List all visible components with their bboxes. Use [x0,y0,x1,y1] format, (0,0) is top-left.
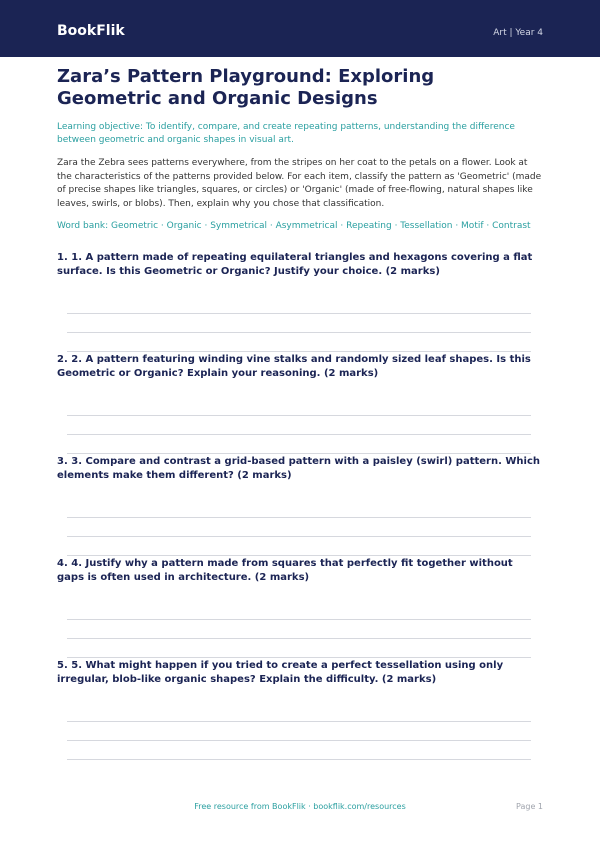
brand-logo: BookFlik [57,23,125,39]
answer-line[interactable] [67,434,531,435]
answer-line[interactable] [67,351,531,352]
worksheet-title: Zara’s Pattern Playground: Exploring Geometric and Organic Designs [57,66,435,109]
question-text: 4. 4. Justify why a pattern made from squares that perfectly fit together without gaps is often used in architecture. (2 marks) [57,558,513,583]
footer-link[interactable]: Free resource from BookFlik · bookflik.com/resources [194,802,406,811]
question-5 [57,659,543,687]
question-text: 3. 3. Compare and contrast a grid-based pattern with a paisley (swirl) pattern. Which elements make them different? (2 marks) [57,456,540,481]
question-text: 1. 1. A pattern made of repeating equilateral triangles and hexagons covering a flat surface. Is this Geometric or Organic? Justify your choice. (2 marks) [57,252,533,277]
page-number: Page 1 [516,802,543,811]
question-1 [57,251,543,279]
answer-line[interactable] [67,555,531,556]
header-bar [0,0,600,57]
question-2 [57,353,543,381]
answer-line[interactable] [67,638,531,639]
answer-line[interactable] [67,619,531,620]
question-text: 2. 2. A pattern featuring winding vine stalks and randomly sized leaf shapes. Is this Geometric or Organic? Explain your reasoning. (2 marks) [57,354,531,379]
answer-line[interactable] [67,740,531,741]
answer-line[interactable] [67,759,531,760]
answer-line[interactable] [67,721,531,722]
question-4 [57,557,543,585]
word-bank: Word bank: Geometric · Organic · Symmetrical · Asymmetrical · Repeating · Tessellation · Motif · Contrast [57,221,531,231]
subject-year-label: Art | Year 4 [493,28,543,38]
answer-line[interactable] [67,453,531,454]
answer-line[interactable] [67,536,531,537]
answer-line[interactable] [67,332,531,333]
intro-paragraph: Zara the Zebra sees patterns everywhere, from the stripes on her coat to the petals on a flower. Look at the characteristics of the patterns provided below. For each item, classify the pattern as 'Geometric' (made of precise shapes like triangles, squares, or circles) or 'Organic' (made of free-flowing, natural shapes like leaves, swirls, or blobs). Then, explain why you chose that classification. [57,158,542,209]
answer-line[interactable] [67,313,531,314]
answer-line[interactable] [67,415,531,416]
question-3 [57,455,543,483]
question-text: 5. 5. What might happen if you tried to create a perfect tessellation using only irregular, blob-like organic shapes? Explain the difficulty. (2 marks) [57,660,504,685]
learning-objective: Learning objective: To identify, compare, and create repeating patterns, understanding the difference between geometric and organic shapes in visual art. [57,122,515,145]
answer-line[interactable] [67,657,531,658]
answer-line[interactable] [67,517,531,518]
